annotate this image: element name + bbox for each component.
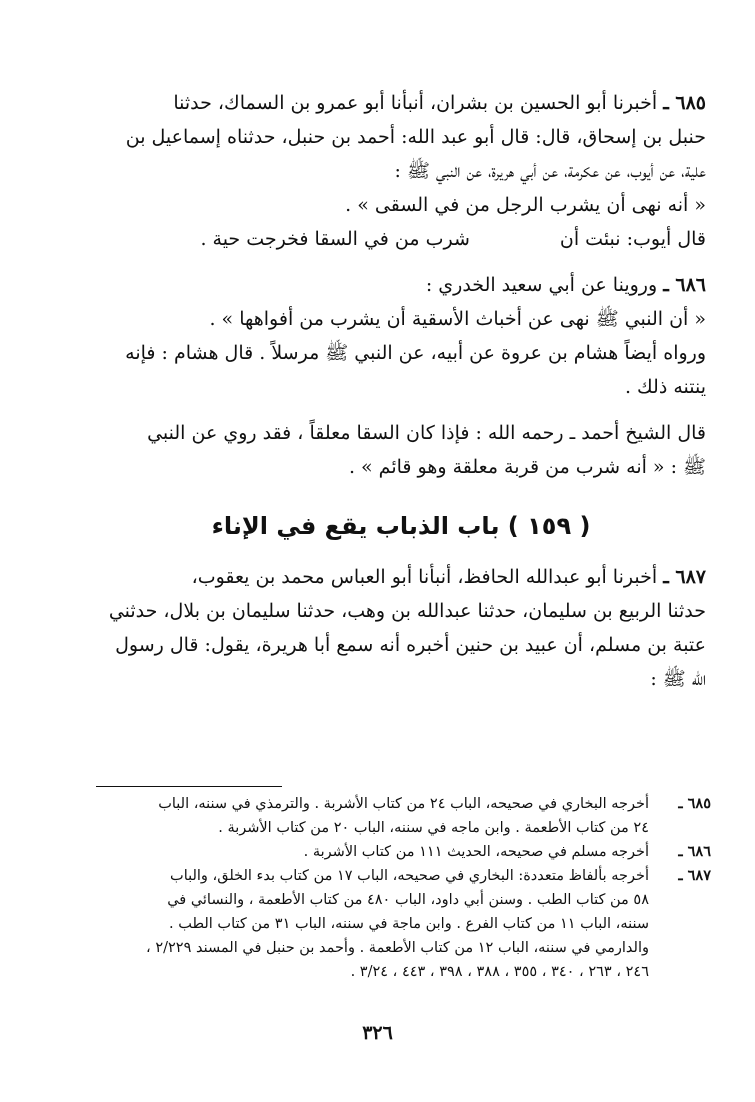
footnote-687-line-5: ٢٤٦ ، ٢٦٣ ، ٣٤٠ ، ٣٥٥ ، ٣٨٨ ، ٣٩٨ ، ٤٤٣ ، ٣/٢٤ . (350, 964, 649, 980)
hadith-685-quote: « أنه نهى أن يشرب الرجل من في السقى » . (345, 194, 706, 216)
footnote-685-line-1: أخرجه البخاري في صحيحه، الباب ٢٤ من كتاب الأشربة . والترمذي في سننه، الباب (158, 796, 649, 812)
hadith-687-number: ٦٨٧ ـ (663, 566, 706, 588)
sheikh-comment-line-1: قال الشيخ أحمد ـ رحمه الله : فإذا كان السقا معلقاً ، فقد روي عن النبي (147, 422, 706, 444)
ayub-statement-end: شرب من في السقا فخرجت حية . (200, 228, 470, 250)
footnote-687-line-1: أخرجه بألفاظ متعددة: البخاري في صحيحه، الباب ١٧ من كتاب بدء الخلق، والباب (170, 868, 649, 884)
hadith-687-line-1: ٦٨٧ ـ أخبرنا أبو عبدالله الحافظ، أنبأنا أبو العباس محمد بن يعقوب، (191, 566, 706, 588)
hadith-686-line-2: ورواه أيضاً هشام بن عروة عن أبيه، عن النبي ﷺ مرسلاً . قال هشام : فإنه (125, 342, 706, 364)
hadith-687-line-2: حدثنا الربيع بن سليمان، حدثنا عبدالله بن وهب، حدثنا سليمان بن بلال، حدثني (108, 600, 706, 622)
main-text (96, 86, 706, 696)
hadith-687-line-3: عتبة بن مسلم، أن عبيد بن حنين أخبره أنه سمع أبا هريرة، يقول: قال رسول (115, 634, 706, 656)
hadith-686-line-1: ٦٨٦ ـ وروينا عن أبي سعيد الخدري : (425, 274, 706, 296)
hadith-685-line-1: ٦٨٥ ـ أخبرنا أبو الحسين بن بشران، أنبأنا أبو عمرو بن السماك، حدثنا (173, 92, 706, 114)
hadith-687 (96, 560, 706, 696)
hadith-686-line-3: ينتنه ذلك . (624, 376, 706, 398)
page-number: ٣٢٦ (362, 1022, 393, 1044)
hadith-685-line-3: علية، عن أيوب، عن عكرمة، عن أبي هريرة، عن النبي ﷺ : (394, 160, 706, 182)
footnote-685 (96, 792, 711, 840)
hadith-686-quote: « أن النبي ﷺ نهى عن أخباث الأسقية أن يشرب من أفواهها » . (209, 308, 706, 330)
footnote-687-line-3: سننه، الباب ١١ من كتاب الفرع . وابن ماجة في سننه، الباب ٣١ من كتاب الطب . (169, 916, 649, 932)
ayub-statement-start: قال أيوب: نبئت أن (559, 228, 706, 250)
hadith-687-line-4: الله ﷺ : (650, 668, 706, 690)
footnote-687 (96, 864, 711, 984)
chapter-title: ( ١٥٩ ) باب الذباب يقع في الإناء (211, 512, 591, 540)
footnote-687-line-4: والدارمي في سننه، الباب ١٢ من كتاب الأطعمة . وأحمد بن حنبل في المسند ٢/٢٢٩ ، (146, 940, 649, 956)
sheikh-comment-line-2: ﷺ : « أنه شرب من قربة معلقة وهو قائم » . (348, 456, 706, 478)
footnote-686 (96, 840, 711, 864)
footnote-divider (96, 786, 282, 787)
footnote-687-line-2: ٥٨ من كتاب الطب . وسنن أبي داود، الباب ٤٨٠ من كتاب الأطعمة ، والنسائي في (167, 892, 649, 908)
hadith-686 (96, 268, 706, 484)
hadith-685-number: ٦٨٥ ـ (663, 92, 706, 114)
footnotes (96, 792, 711, 984)
footnote-685-number: ٦٨٥ ـ (678, 795, 711, 812)
footnote-685-line-2: ٢٤ من كتاب الأطعمة . وابن ماجه في سننه، الباب ٢٠ من كتاب الأشربة . (218, 820, 649, 836)
footnote-686-line-1: أخرجه مسلم في صحيحه، الحديث ١١١ من كتاب الأشربة . (303, 844, 649, 860)
ayub-statement (96, 222, 706, 256)
footnote-687-number: ٦٨٧ ـ (678, 867, 711, 884)
hadith-685-line-2: حنبل بن إسحاق، قال: قال أبو عبد الله: أحمد بن حنبل، حدثناه إسماعيل بن (125, 126, 706, 148)
footnote-686-number: ٦٨٦ ـ (678, 843, 711, 860)
hadith-686-number: ٦٨٦ ـ (663, 274, 706, 296)
hadith-685 (96, 86, 706, 256)
